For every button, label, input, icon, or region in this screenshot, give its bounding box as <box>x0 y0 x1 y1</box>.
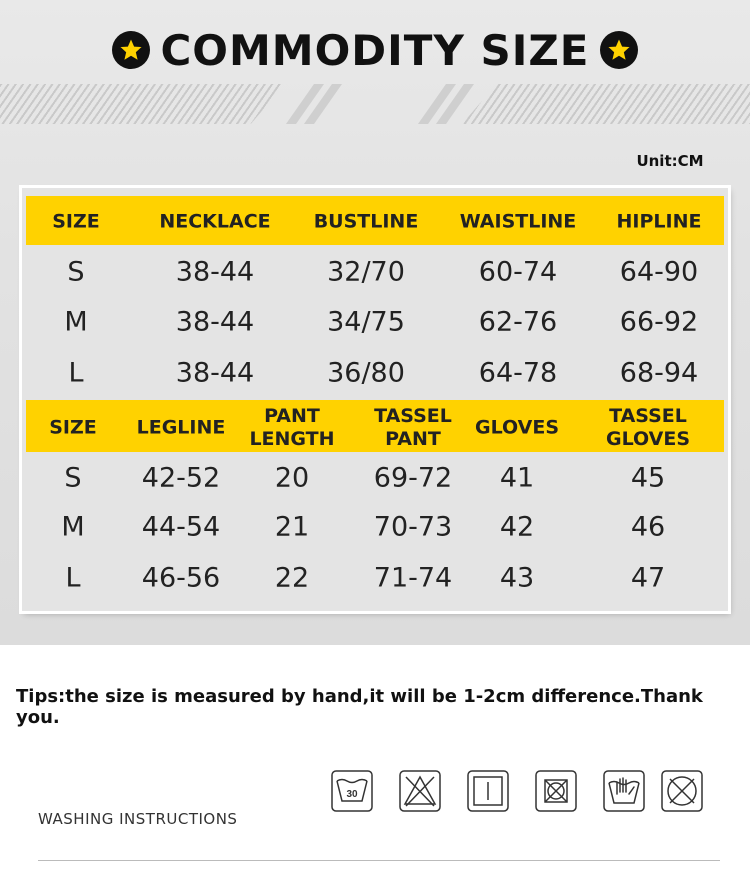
table2-header-line: TASSEL <box>374 405 452 427</box>
table2-header-cell <box>475 417 559 440</box>
table2-header-line: PANT <box>385 428 441 450</box>
table1-cell: 62-76 <box>478 306 558 338</box>
star-icon <box>112 31 150 69</box>
table1-header-cell: WAISTLINE <box>459 210 577 233</box>
dry-flat-icon <box>467 770 509 812</box>
table1-cell: 38-44 <box>175 256 255 288</box>
table1-cell: 60-74 <box>478 256 558 288</box>
table1-cell: 68-94 <box>619 357 699 389</box>
table2-cell: 20 <box>274 462 310 494</box>
divider <box>38 860 720 861</box>
table1-cell: 36/80 <box>327 357 405 389</box>
hand-wash-icon <box>603 770 645 812</box>
table2-cell: 70-73 <box>373 511 453 543</box>
do-not-tumble-dry-icon <box>535 770 577 812</box>
size-cell: M <box>64 306 88 338</box>
table2-cell: 42-52 <box>141 462 221 494</box>
size-table <box>22 188 728 611</box>
table1-cell: 64-90 <box>619 256 699 288</box>
table2-header-line: LENGTH <box>249 428 335 450</box>
table2-header-line: PANT <box>264 405 320 427</box>
table2-header-line: LEGLINE <box>136 416 226 439</box>
table1-cell: 38-44 <box>175 306 255 338</box>
do-not-bleach-icon <box>399 770 441 812</box>
star-icon <box>600 31 638 69</box>
table1-header-cell: NECKLACE <box>159 210 271 233</box>
table2-cell: 43 <box>499 562 535 594</box>
table2-cell: 46-56 <box>141 562 221 594</box>
do-not-dry-clean-icon <box>661 770 703 812</box>
table2-cell: 42 <box>499 511 535 543</box>
table2-cell: 71-74 <box>373 562 453 594</box>
table2-header-cell <box>374 405 452 451</box>
table2-header-line: GLOVES <box>474 416 560 439</box>
page-title <box>0 22 750 78</box>
table2-cell: 41 <box>499 462 535 494</box>
size-cell: L <box>65 562 81 594</box>
table1-cell: 38-44 <box>175 357 255 389</box>
table1-header-cell: HIPLINE <box>616 210 702 233</box>
table2-header-cell <box>137 417 226 440</box>
table1-cell: 32/70 <box>327 256 405 288</box>
unit-label: Unit:CM <box>636 152 704 170</box>
table2-cell: 21 <box>274 511 310 543</box>
table2-header-line: SIZE <box>49 416 97 439</box>
size-cell: M <box>61 511 85 543</box>
decorative-hatch-left <box>0 84 285 124</box>
tips-note: Tips:the size is measured by hand,it will be 1-2cm difference.Thank you. <box>16 686 703 728</box>
table2-header-cell <box>49 417 97 440</box>
table2-cell: 45 <box>630 462 666 494</box>
size-cell: S <box>64 462 82 494</box>
table2-header-line: TASSEL <box>609 405 687 427</box>
table1-header-cell: SIZE <box>52 210 100 233</box>
table2-cell: 46 <box>630 511 666 543</box>
table2-cell: 47 <box>630 562 666 594</box>
table2-cell: 22 <box>274 562 310 594</box>
table1-cell: 64-78 <box>478 357 558 389</box>
decorative-hatch-right <box>462 84 750 124</box>
table2-header-cell <box>606 405 690 451</box>
table1-cell: 66-92 <box>619 306 699 338</box>
size-cell: L <box>68 357 84 389</box>
wash-30-icon <box>331 770 373 812</box>
table2-header-cell <box>249 405 334 451</box>
washing-instructions-label: WASHING INSTRUCTIONS <box>38 810 238 828</box>
table2-header-line: GLOVES <box>605 428 691 450</box>
table2-cell: 44-54 <box>141 511 221 543</box>
size-cell: S <box>67 256 85 288</box>
table1-header-cell: BUSTLINE <box>313 210 419 233</box>
table2-cell: 69-72 <box>373 462 453 494</box>
title-text: COMMODITY SIZE <box>160 25 590 75</box>
wash-temp-text: 30 <box>346 789 358 800</box>
table1-cell: 34/75 <box>327 306 405 338</box>
